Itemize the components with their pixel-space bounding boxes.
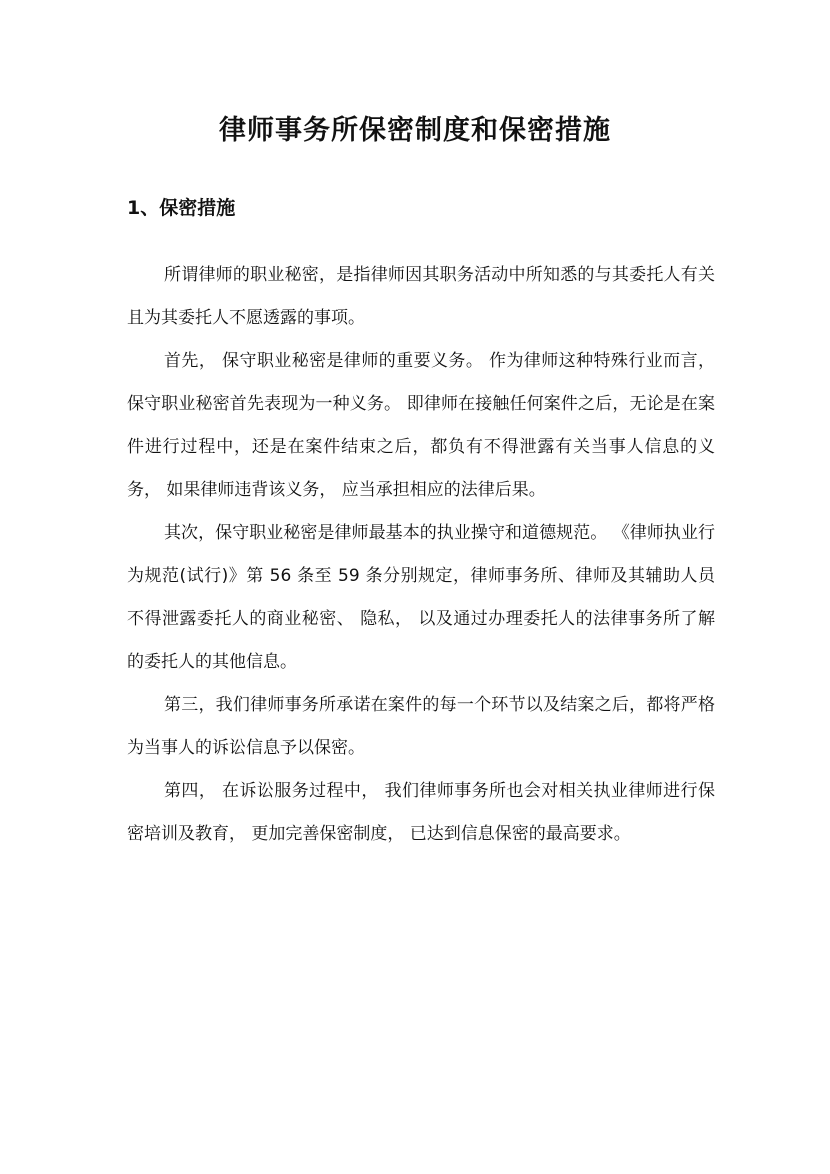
document-body [127, 254, 715, 856]
paragraph-first: 首先， 保守职业秘密是律师的重要义务。 作为律师这种特殊行业而言， 保守职业秘密首先表现为一种义务。 即律师在接触任何案件之后，无论是在案件进行过程中，还是在案件结束之后，都负有不得泄露有关当事人信息的义务， 如果律师违背该义务， 应当承担相应的法律后果。 [127, 351, 715, 500]
paragraph-second: 其次，保守职业秘密是律师最基本的执业操守和道德规范。 《律师执业行为规范(试行)》第 56 条至 59 条分别规定，律师事务所、律师及其辅助人员不得泄露委托人的商业秘密、 隐私， 以及通过办理委托人的法律事务所了解的委托人的其他信息。 [127, 523, 715, 672]
document-title: 律师事务所保密制度和保密措施 [219, 115, 611, 146]
paragraph-fourth: 第四， 在诉讼服务过程中， 我们律师事务所也会对相关执业律师进行保密培训及教育， 更加完善保密制度， 已达到信息保密的最高要求。 [127, 781, 715, 844]
paragraph-third: 第三，我们律师事务所承诺在案件的每一个环节以及结案之后，都将严格为当事人的诉讼信息予以保密。 [127, 695, 715, 758]
paragraph-definition: 所谓律师的职业秘密，是指律师因其职务活动中所知悉的与其委托人有关且为其委托人不愿透露的事项。 [127, 265, 715, 328]
section-heading: 1、保密措施 [127, 197, 236, 219]
